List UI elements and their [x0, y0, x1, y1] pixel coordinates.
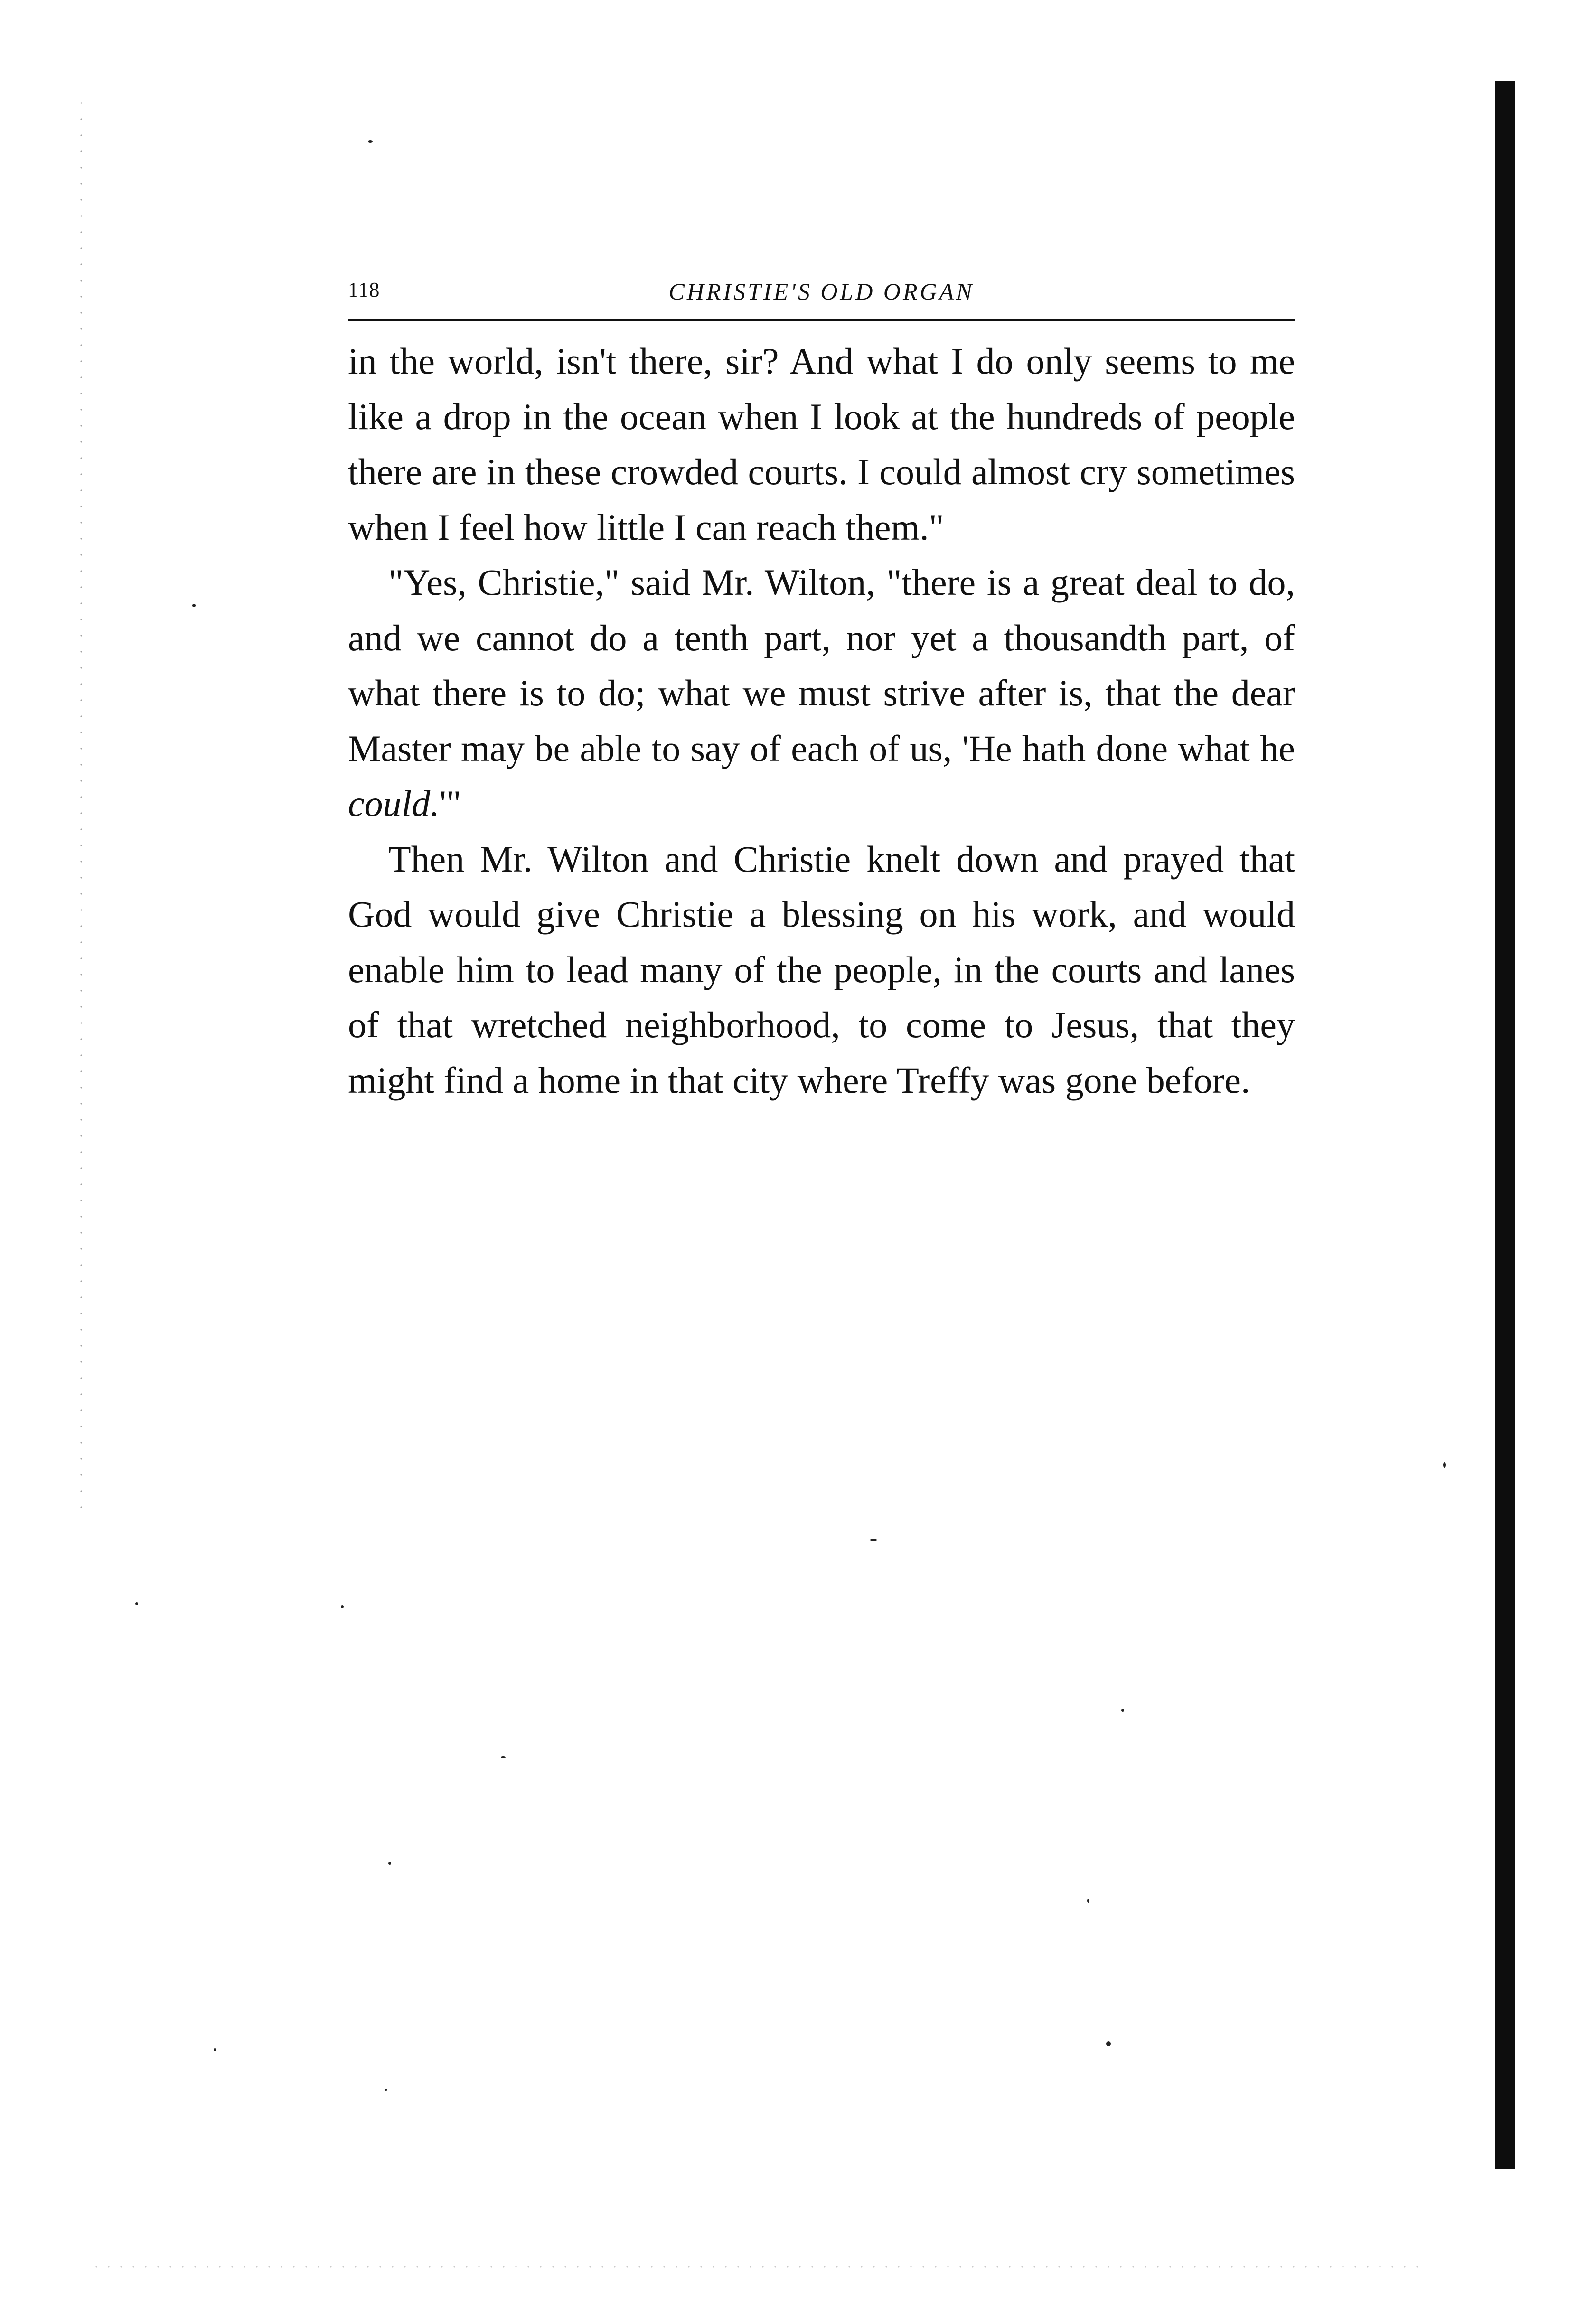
scan-speck [501, 1756, 506, 1758]
paragraph-2 [348, 555, 1295, 832]
page-header [348, 278, 1295, 306]
scan-speck [1087, 1899, 1089, 1903]
scan-speck [192, 604, 196, 607]
header-rule [348, 319, 1295, 321]
binding-gutter-dots [78, 95, 84, 1519]
scan-speck [214, 2048, 216, 2051]
paragraph-1: in the world, isn't there, sir? And what I do only seems to me like a drop in the ocean when I look at the hundreds of people there are in these crowded courts. I could almost cry sometimes when I feel how little I can reach them." [348, 340, 1295, 548]
scan-speck [1106, 2041, 1111, 2046]
scan-speck [368, 140, 373, 143]
body-text [348, 334, 1295, 1108]
bottom-edge-dots [90, 2264, 1419, 2269]
scan-speck [1121, 1709, 1124, 1712]
scan-speck [870, 1539, 877, 1541]
paragraph-2-closing-quote: '" [439, 783, 461, 824]
paragraph-2-text: "Yes, Christie," said Mr. Wilton, "there is a great deal to do, and we cannot do a tenth part, nor yet a thousandth part, of what there is to do; what we must strive after is, that the dear Master may be able to say of each of us, 'He hath done what he [348, 562, 1295, 769]
page-number: 118 [348, 278, 380, 301]
scan-speck [341, 1605, 344, 1608]
scan-speck [385, 2089, 387, 2091]
paragraph-2-italic-word: could. [348, 783, 440, 824]
binding-edge-strip [1495, 81, 1515, 2169]
scan-speck [135, 1602, 138, 1605]
scan-speck [388, 1862, 391, 1865]
scan-speck [1443, 1462, 1446, 1468]
paragraph-3: Then Mr. Wilton and Christie knelt down and prayed that God would give Christie a blessing on his work, and would enable him to lead many of the people, in the courts and lanes of that wretched neighborhood, to come to Jesus, that they might find a home in that city where Treffy was gone before. [348, 838, 1295, 1101]
running-head-title: CHRISTIE'S OLD ORGAN [668, 278, 975, 305]
